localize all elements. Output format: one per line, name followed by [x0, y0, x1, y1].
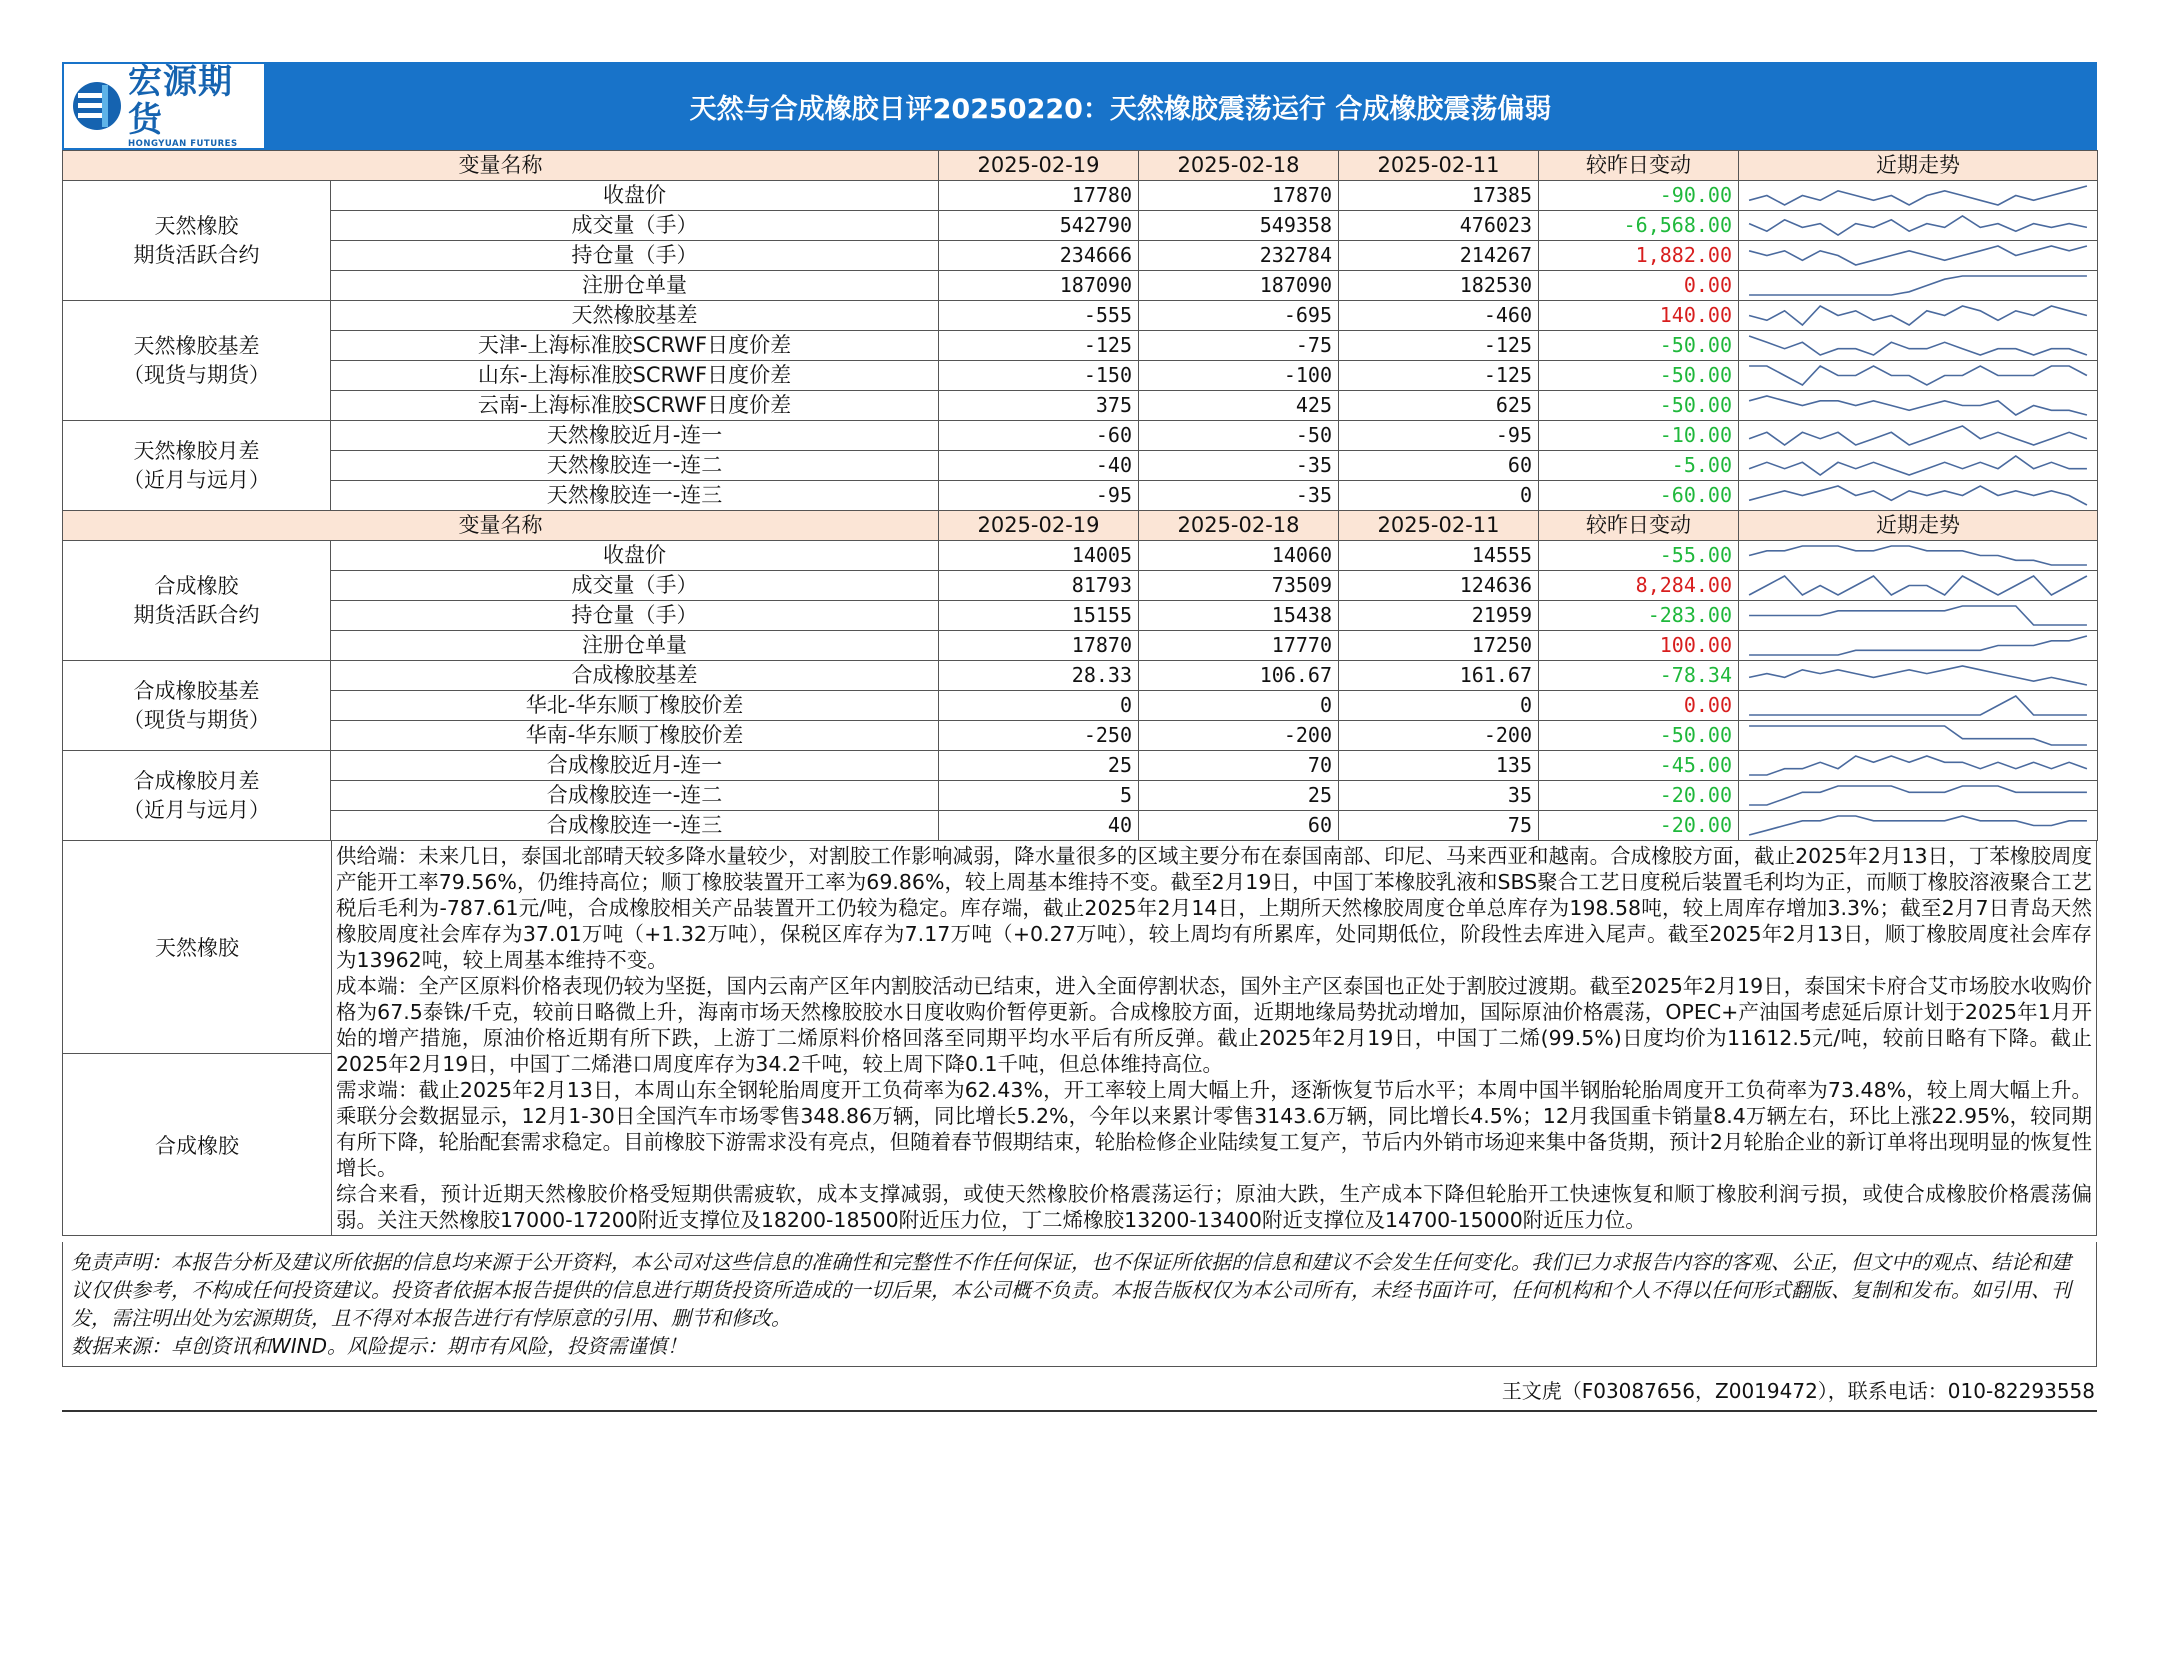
value-date2: 60: [1139, 811, 1339, 841]
value-date2: -100: [1139, 361, 1339, 391]
table-row: [63, 751, 2098, 781]
sparkline-chart: [1745, 632, 2091, 659]
change-value: 0.00: [1539, 691, 1739, 721]
value-date3: 14555: [1339, 541, 1539, 571]
variable-name: 云南-上海标准胶SCRWF日度价差: [331, 391, 939, 421]
change-value: -20.00: [1539, 811, 1739, 841]
trend-cell: [1739, 631, 2098, 661]
value-date2: 17770: [1139, 631, 1339, 661]
sparkline-line: [1749, 186, 2087, 205]
group-label: 天然橡胶 期货活跃合约: [63, 181, 331, 301]
trend-cell: [1739, 421, 2098, 451]
change-value: -6,568.00: [1539, 211, 1739, 241]
col-header-variable: 变量名称: [63, 511, 939, 541]
value-date2: 232784: [1139, 241, 1339, 271]
table-row: [63, 541, 2098, 571]
value-date3: 135: [1339, 751, 1539, 781]
col-header-change: 较昨日变动: [1539, 511, 1739, 541]
trend-cell: [1739, 811, 2098, 841]
variable-name: 天然橡胶基差: [331, 301, 939, 331]
table-row: [63, 631, 2098, 661]
value-date1: -150: [939, 361, 1139, 391]
change-value: 100.00: [1539, 631, 1739, 661]
value-date3: 161.67: [1339, 661, 1539, 691]
variable-name: 合成橡胶连一-连三: [331, 811, 939, 841]
value-date1: 81793: [939, 571, 1139, 601]
value-date1: -250: [939, 721, 1139, 751]
variable-name: 合成橡胶基差: [331, 661, 939, 691]
sparkline-line: [1749, 786, 2087, 805]
table-row: [63, 721, 2098, 751]
change-value: -283.00: [1539, 601, 1739, 631]
commentary-section: [62, 841, 2097, 1236]
col-header-date1: 2025-02-19: [939, 511, 1139, 541]
value-date2: -695: [1139, 301, 1339, 331]
table-row: [63, 271, 2098, 301]
change-value: -78.34: [1539, 661, 1739, 691]
demand-paragraph: 需求端：截止2025年2月13日，本周山东全钢轮胎周度开工负荷率为62.43%，开工率较上周大幅上升，逐渐恢复节后水平；本周中国半钢胎轮胎周度开工负荷率为73.48%，较上周大幅上升。乘联分会数据显示，12月1-30日全国汽车市场零售348.86万辆，同比增长5.2%，今年以来累计零售3143.6万辆，同比增长4.5%；12月我国重卡销量8.4万辆左右，环比上涨22.95%，较同期有所下降，轮胎配套需求稳定。目前橡胶下游需求没有亮点，但随着春节假期结束，轮胎检修企业陆续复工复产，节后内外销市场迎来集中备货期，预计2月轮胎企业的新订单将出现明显的恢复性增长。: [336, 1078, 2092, 1180]
table-row: [63, 601, 2098, 631]
disclaimer: [62, 1242, 2097, 1367]
variable-name: 合成橡胶连一-连二: [331, 781, 939, 811]
value-date2: -75: [1139, 331, 1339, 361]
trend-cell: [1739, 781, 2098, 811]
sparkline-chart: [1745, 752, 2091, 779]
value-date1: 15155: [939, 601, 1139, 631]
change-value: 1,882.00: [1539, 241, 1739, 271]
value-date2: 0: [1139, 691, 1339, 721]
sparkline-chart: [1745, 602, 2091, 629]
value-date2: 73509: [1139, 571, 1339, 601]
value-date3: 182530: [1339, 271, 1539, 301]
table-row: [63, 691, 2098, 721]
sparkline-chart: [1745, 452, 2091, 479]
value-date3: 35: [1339, 781, 1539, 811]
value-date3: 625: [1339, 391, 1539, 421]
value-date3: 17385: [1339, 181, 1539, 211]
sparkline-line: [1749, 726, 2087, 745]
sparkline-chart: [1745, 242, 2091, 269]
sparkline-chart: [1745, 812, 2091, 839]
data-source-note: 数据来源：卓创资讯和WIND。风险提示：期市有风险，投资需谨慎！: [71, 1334, 688, 1358]
sparkline-line: [1749, 426, 2087, 445]
sparkline-chart: [1745, 572, 2091, 599]
commentary-text: [332, 841, 2096, 1235]
value-date2: 14060: [1139, 541, 1339, 571]
sparkline-chart: [1745, 302, 2091, 329]
variable-name: 收盘价: [331, 181, 939, 211]
value-date2: 187090: [1139, 271, 1339, 301]
report-title: 天然与合成橡胶日评20250220：天然橡胶震荡运行 合成橡胶震荡偏弱: [689, 93, 1552, 125]
trend-cell: [1739, 181, 2098, 211]
cost-paragraph: 成本端：全产区原料价格表现仍较为坚挺，国内云南产区年内割胶活动已结束，进入全面停割状态，国外主产区泰国也正处于割胶过渡期。截至2025年2月19日，泰国宋卡府合艾市场胶水收购价格为67.5泰铢/千克，较前日略微上升，海南市场天然橡胶胶水日度收购价暂停更新。合成橡胶方面，近期地缘局势扰动增加，国际原油价格震荡，OPEC+产油国考虑延后原计划于2025年1月开始的增产措施，原油价格近期有所下跌，上游丁二烯原料价格回落至同期平均水平后有所反弹。截止2025年2月19日，中国丁二烯(99.5%)日度均价为11612.5元/吨，较前日略有下降。截止2025年2月19日，中国丁二烯港口周度库存为34.2千吨，较上周下降0.1千吨，但总体维持高位。: [336, 974, 2092, 1076]
sparkline-chart: [1745, 722, 2091, 749]
value-date2: -35: [1139, 451, 1339, 481]
change-value: -60.00: [1539, 481, 1739, 511]
value-date2: -50: [1139, 421, 1339, 451]
sparkline-line: [1749, 306, 2087, 325]
value-date2: -35: [1139, 481, 1339, 511]
sparkline-line: [1749, 456, 2087, 475]
sparkline-chart: [1745, 662, 2091, 689]
sparkline-line: [1749, 816, 2087, 835]
value-date1: 28.33: [939, 661, 1139, 691]
table-row: [63, 811, 2098, 841]
col-header-date2: 2025-02-18: [1139, 151, 1339, 181]
variable-name: 天然橡胶近月-连一: [331, 421, 939, 451]
trend-cell: [1739, 571, 2098, 601]
value-date1: 5: [939, 781, 1139, 811]
value-date3: 75: [1339, 811, 1539, 841]
value-date3: 21959: [1339, 601, 1539, 631]
value-date1: -40: [939, 451, 1139, 481]
variable-name: 华北-华东顺丁橡胶价差: [331, 691, 939, 721]
change-value: -10.00: [1539, 421, 1739, 451]
value-date1: -125: [939, 331, 1139, 361]
value-date2: 25: [1139, 781, 1339, 811]
value-date1: 0: [939, 691, 1139, 721]
value-date1: 14005: [939, 541, 1139, 571]
value-date3: 17250: [1339, 631, 1539, 661]
disclaimer-text: 免责声明：本报告分析及建议所依据的信息均来源于公开资料，本公司对这些信息的准确性和完整性不作任何保证，也不保证所依据的信息和建议不会发生任何变化。我们已力求报告内容的客观、公正，但文中的观点、结论和建议仅供参考，不构成任何投资建议。投资者依据本报告提供的信息进行期货投资所造成的一切后果，本公司概不负责。本报告版权仅为本公司所有，未经书面许可，任何机构和个人不得以任何形式翻版、复制和发布。如引用、刊发，需注明出处为宏源期货，且不得对本报告进行有悖原意的引用、删节和修改。: [71, 1250, 2071, 1330]
col-header-date2: 2025-02-18: [1139, 511, 1339, 541]
variable-name: 持仓量（手）: [331, 241, 939, 271]
change-value: -50.00: [1539, 721, 1739, 751]
sparkline-chart: [1745, 392, 2091, 419]
trend-cell: [1739, 691, 2098, 721]
change-value: -90.00: [1539, 181, 1739, 211]
value-date3: -95: [1339, 421, 1539, 451]
variable-name: 成交量（手）: [331, 571, 939, 601]
sparkline-line: [1749, 276, 2087, 295]
col-header-date1: 2025-02-19: [939, 151, 1139, 181]
sparkline-line: [1749, 756, 2087, 775]
table-row: [63, 571, 2098, 601]
value-date3: -125: [1339, 331, 1539, 361]
variable-name: 持仓量（手）: [331, 601, 939, 631]
sparkline-chart: [1745, 782, 2091, 809]
group-label: 合成橡胶基差 （现货与期货）: [63, 661, 331, 751]
value-date1: -60: [939, 421, 1139, 451]
natural-header-row: [63, 151, 2098, 181]
value-date3: -200: [1339, 721, 1539, 751]
table-row: [63, 421, 2098, 451]
value-date2: 425: [1139, 391, 1339, 421]
change-value: -55.00: [1539, 541, 1739, 571]
value-date2: 549358: [1139, 211, 1339, 241]
col-header-trend: 近期走势: [1739, 511, 2098, 541]
value-date1: 25: [939, 751, 1139, 781]
change-value: -50.00: [1539, 331, 1739, 361]
value-date1: 17780: [939, 181, 1139, 211]
sparkline-chart: [1745, 362, 2091, 389]
table-row: [63, 481, 2098, 511]
value-date1: -555: [939, 301, 1139, 331]
sparkline-chart: [1745, 272, 2091, 299]
table-row: [63, 391, 2098, 421]
sparkline-chart: [1745, 332, 2091, 359]
sparkline-line: [1749, 606, 2087, 625]
trend-cell: [1739, 271, 2098, 301]
trend-cell: [1739, 391, 2098, 421]
variable-name: 天然橡胶连一-连二: [331, 451, 939, 481]
value-date2: 70: [1139, 751, 1339, 781]
group-label: 合成橡胶 期货活跃合约: [63, 541, 331, 661]
sparkline-chart: [1745, 182, 2091, 209]
col-header-trend: 近期走势: [1739, 151, 2098, 181]
commentary-label-natural: 天然橡胶: [63, 841, 331, 1054]
change-value: 0.00: [1539, 271, 1739, 301]
data-table: [62, 150, 2098, 841]
trend-cell: [1739, 301, 2098, 331]
sparkline-chart: [1745, 422, 2091, 449]
value-date1: 187090: [939, 271, 1139, 301]
change-value: -50.00: [1539, 391, 1739, 421]
value-date3: -125: [1339, 361, 1539, 391]
trend-cell: [1739, 721, 2098, 751]
value-date1: 542790: [939, 211, 1139, 241]
change-value: -5.00: [1539, 451, 1739, 481]
sparkline-line: [1749, 246, 2087, 265]
col-header-date3: 2025-02-11: [1339, 511, 1539, 541]
table-row: [63, 241, 2098, 271]
sparkline-line: [1749, 636, 2087, 655]
change-value: 8,284.00: [1539, 571, 1739, 601]
change-value: -45.00: [1539, 751, 1739, 781]
table-row: [63, 781, 2098, 811]
table-row: [63, 661, 2098, 691]
table-row: [63, 181, 2098, 211]
trend-cell: [1739, 481, 2098, 511]
table-row: [63, 451, 2098, 481]
analyst-contact: 王文虎（F03087656，Z0019472），联系电话：010-82293558: [62, 1367, 2097, 1412]
sparkline-chart: [1745, 482, 2091, 509]
value-date3: 0: [1339, 481, 1539, 511]
trend-cell: [1739, 241, 2098, 271]
hongyuan-logo-icon: [72, 71, 122, 141]
change-value: -50.00: [1539, 361, 1739, 391]
sparkline-line: [1749, 336, 2087, 355]
value-date3: 124636: [1339, 571, 1539, 601]
table-row: [63, 211, 2098, 241]
variable-name: 天然橡胶连一-连三: [331, 481, 939, 511]
sparkline-line: [1749, 216, 2087, 235]
value-date3: 476023: [1339, 211, 1539, 241]
trend-cell: [1739, 541, 2098, 571]
logo-chinese-name: 宏源期货: [128, 62, 233, 140]
value-date1: 234666: [939, 241, 1139, 271]
supply-paragraph: 供给端：未来几日，泰国北部晴天较多降水量较少，对割胶工作影响减弱，降水量很多的区域主要分布在泰国南部、印尼、马来西亚和越南。合成橡胶方面，截止2025年2月13日，丁苯橡胶周度产能开工率79.56%，仍维持高位；顺丁橡胶装置开工率为69.86%，较上周基本维持不变。截至2月19日，中国丁苯橡胶乳液和SBS聚合工艺日度税后装置毛利均为正，而顺丁橡胶溶液聚合工艺税后毛利为-787.61元/吨，合成橡胶相关产品装置开工仍较为稳定。库存端，截止2025年2月14日，上期所天然橡胶周度仓单总库存为198.58吨，较上周库存增加3.3%；截至2月7日青岛天然橡胶周度社会库存为37.01万吨（+1.32万吨），保税区库存为7.17万吨（+0.27万吨），较上周均有所累库，处同期低位，阶段性去库进入尾声。截至2025年2月13日，顺丁橡胶周度社会库存为13962吨，较上周基本维持不变。: [336, 844, 2092, 972]
trend-cell: [1739, 661, 2098, 691]
report-page: [62, 62, 2097, 1412]
col-header-change: 较昨日变动: [1539, 151, 1739, 181]
variable-name: 合成橡胶近月-连一: [331, 751, 939, 781]
value-date1: 17870: [939, 631, 1139, 661]
variable-name: 注册仓单量: [331, 631, 939, 661]
trend-cell: [1739, 451, 2098, 481]
table-row: [63, 301, 2098, 331]
value-date3: -460: [1339, 301, 1539, 331]
group-label: 天然橡胶基差 （现货与期货）: [63, 301, 331, 421]
value-date2: 106.67: [1139, 661, 1339, 691]
value-date3: 0: [1339, 691, 1539, 721]
value-date2: 15438: [1139, 601, 1339, 631]
company-logo: [64, 64, 264, 148]
sparkline-chart: [1745, 692, 2091, 719]
trend-cell: [1739, 601, 2098, 631]
table-row: [63, 361, 2098, 391]
sparkline-line: [1749, 666, 2087, 685]
summary-paragraph: 综合来看，预计近期天然橡胶价格受短期供需疲软，成本支撑减弱，或使天然橡胶价格震荡运行；原油大跌，生产成本下降但轮胎开工快速恢复和顺丁橡胶利润亏损，或使合成橡胶价格震荡偏弱。关注天然橡胶17000-17200附近支撑位及18200-18500附近压力位，丁二烯橡胶13200-13400附近支撑位及14700-15000附近压力位。: [336, 1182, 2092, 1232]
group-label: 合成橡胶月差 （近月与远月）: [63, 751, 331, 841]
synthetic-header-row: [63, 511, 2098, 541]
table-row: [63, 331, 2098, 361]
variable-name: 注册仓单量: [331, 271, 939, 301]
sparkline-line: [1749, 546, 2087, 565]
group-label: 天然橡胶月差 （近月与远月）: [63, 421, 331, 511]
sparkline-line: [1749, 696, 2087, 715]
logo-english-name: HONGYUAN FUTURES: [128, 139, 238, 149]
col-header-date3: 2025-02-11: [1339, 151, 1539, 181]
trend-cell: [1739, 331, 2098, 361]
change-value: 140.00: [1539, 301, 1739, 331]
value-date2: 17870: [1139, 181, 1339, 211]
variable-name: 成交量（手）: [331, 211, 939, 241]
variable-name: 收盘价: [331, 541, 939, 571]
col-header-variable: 变量名称: [63, 151, 939, 181]
variable-name: 天津-上海标准胶SCRWF日度价差: [331, 331, 939, 361]
trend-cell: [1739, 361, 2098, 391]
variable-name: 山东-上海标准胶SCRWF日度价差: [331, 361, 939, 391]
sparkline-line: [1749, 396, 2087, 415]
value-date1: 40: [939, 811, 1139, 841]
trend-cell: [1739, 211, 2098, 241]
change-value: -20.00: [1539, 781, 1739, 811]
sparkline-line: [1749, 366, 2087, 385]
value-date3: 60: [1339, 451, 1539, 481]
value-date2: -200: [1139, 721, 1339, 751]
value-date1: 375: [939, 391, 1139, 421]
value-date1: -95: [939, 481, 1139, 511]
sparkline-line: [1749, 576, 2087, 595]
sparkline-line: [1749, 486, 2087, 505]
report-header: [62, 62, 2097, 150]
sparkline-chart: [1745, 542, 2091, 569]
sparkline-chart: [1745, 212, 2091, 239]
commentary-label-synthetic: 合成橡胶: [155, 1133, 239, 1158]
variable-name: 华南-华东顺丁橡胶价差: [331, 721, 939, 751]
value-date3: 214267: [1339, 241, 1539, 271]
trend-cell: [1739, 751, 2098, 781]
